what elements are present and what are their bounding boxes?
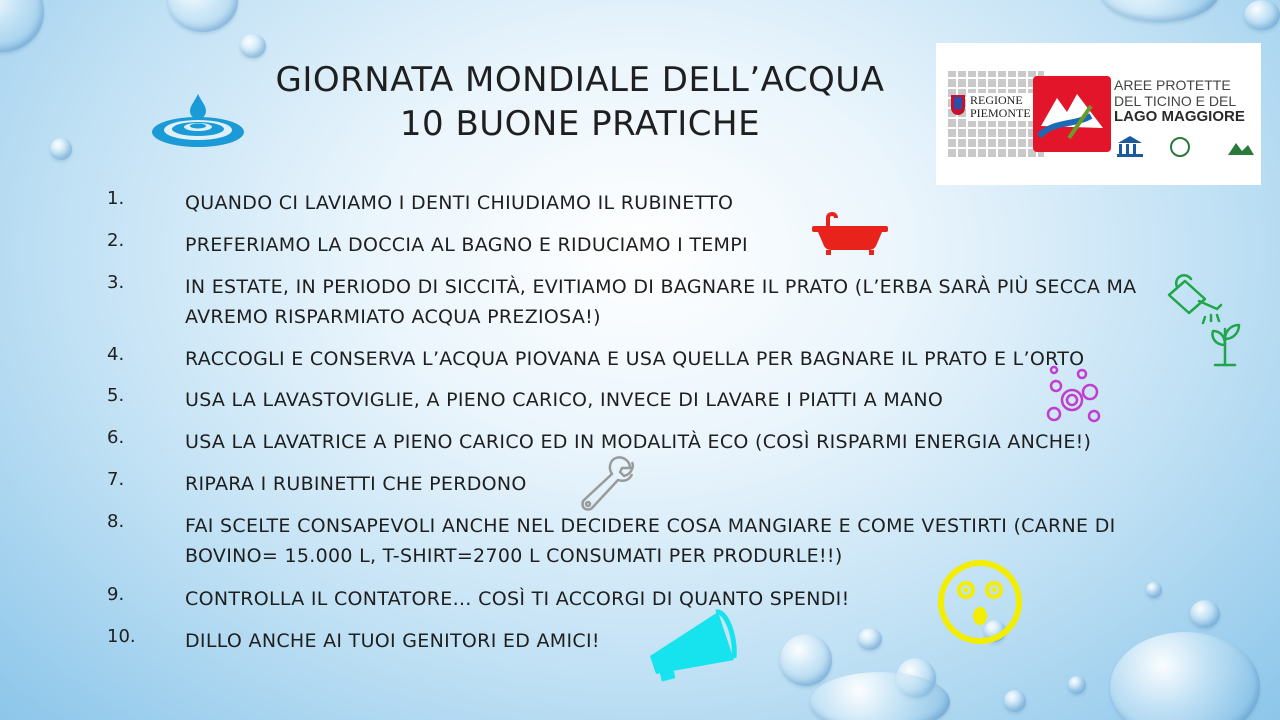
item-text: USA LA LAVASTOVIGLIE, A PIENO CARICO, INVECE DI LAVARE I PIATTI A MANO	[185, 389, 944, 411]
item-number: 9.	[107, 584, 125, 605]
regione-piemonte-aree-protette-logo	[936, 43, 1261, 185]
item-text: DILLO ANCHE AI TUOI GENITORI ED AMICI!	[185, 630, 600, 652]
item-text: QUANDO CI LAVIAMO I DENTI CHIUDIAMO IL RUBINETTO	[185, 192, 734, 214]
item-number: 4.	[107, 344, 125, 365]
water-drop-decoration	[1100, 0, 1220, 22]
aree-protette-emblem-icon	[1033, 76, 1111, 152]
piemonte-crest-icon	[951, 95, 965, 115]
item-number: 6.	[107, 427, 125, 448]
aree-protette-label: AREE PROTETTE DEL TICINO E DEL LAGO MAGGIORE	[1114, 77, 1245, 125]
surprised-face-icon	[935, 557, 1025, 647]
water-drop-decoration	[1068, 676, 1086, 694]
item-text: RIPARA I RUBINETTI CHE PERDONO	[185, 473, 527, 495]
water-drop-decoration	[168, 0, 238, 32]
item-text: RACCOGLI E CONSERVA L’ACQUA PIOVANA E USA QUELLA PER BAGNARE IL PRATO E L’ORTO	[185, 348, 1085, 370]
item-number: 7.	[107, 469, 125, 490]
water-drop-decoration	[0, 0, 44, 52]
bubbles-icon	[1042, 364, 1106, 428]
water-drop-decoration	[1004, 690, 1026, 712]
title-line-1: GIORNATA MONDIALE DELL’ACQUA	[275, 60, 885, 100]
water-drop-decoration	[240, 34, 266, 58]
wrench-icon	[576, 452, 636, 512]
megaphone-icon	[644, 606, 744, 686]
slide-title	[200, 58, 960, 146]
item-text: CONTROLLA IL CONTATORE… COSÌ TI ACCORGI DI QUANTO SPENDI!	[185, 588, 850, 610]
unesco-mab-icons	[1114, 133, 1254, 159]
item-number: 8.	[107, 511, 125, 532]
title-line-2: 10 BUONE PRATICHE	[399, 104, 761, 144]
item-text: FAI SCELTE CONSAPEVOLI ANCHE NEL DECIDERE COSA MANGIARE E COME VESTIRTI (CARNE DI BOVINO= 15.000 L, T-SHIRT=2700 L CONSUMATI PER PRODURLE!!)	[185, 515, 1116, 567]
bathtub-icon	[810, 212, 890, 256]
item-number: 5.	[107, 385, 125, 406]
item-text: USA LA LAVATRICE A PIENO CARICO ED IN MODALITÀ ECO (COSÌ RISPARMI ENERGIA ANCHE!)	[185, 431, 1092, 453]
item-number: 3.	[107, 272, 125, 293]
water-drop-decoration	[1190, 600, 1220, 628]
item-number: 10.	[107, 626, 136, 647]
water-drop-decoration	[1244, 0, 1280, 30]
watering-can-icon	[1163, 273, 1255, 369]
item-text: PREFERIAMO LA DOCCIA AL BAGNO E RIDUCIAMO I TEMPI	[185, 234, 748, 256]
water-drop-decoration	[50, 138, 72, 160]
regione-label: REGIONE PIEMONTE	[970, 93, 1031, 120]
item-number: 1.	[107, 188, 125, 209]
item-number: 2.	[107, 230, 125, 251]
item-text: IN ESTATE, IN PERIODO DI SICCITÀ, EVITIAMO DI BAGNARE IL PRATO (L’ERBA SARÀ PIÙ SECCA MA AVREMO RISPARMIATO ACQUA PREZIOSA!)	[185, 276, 1137, 328]
